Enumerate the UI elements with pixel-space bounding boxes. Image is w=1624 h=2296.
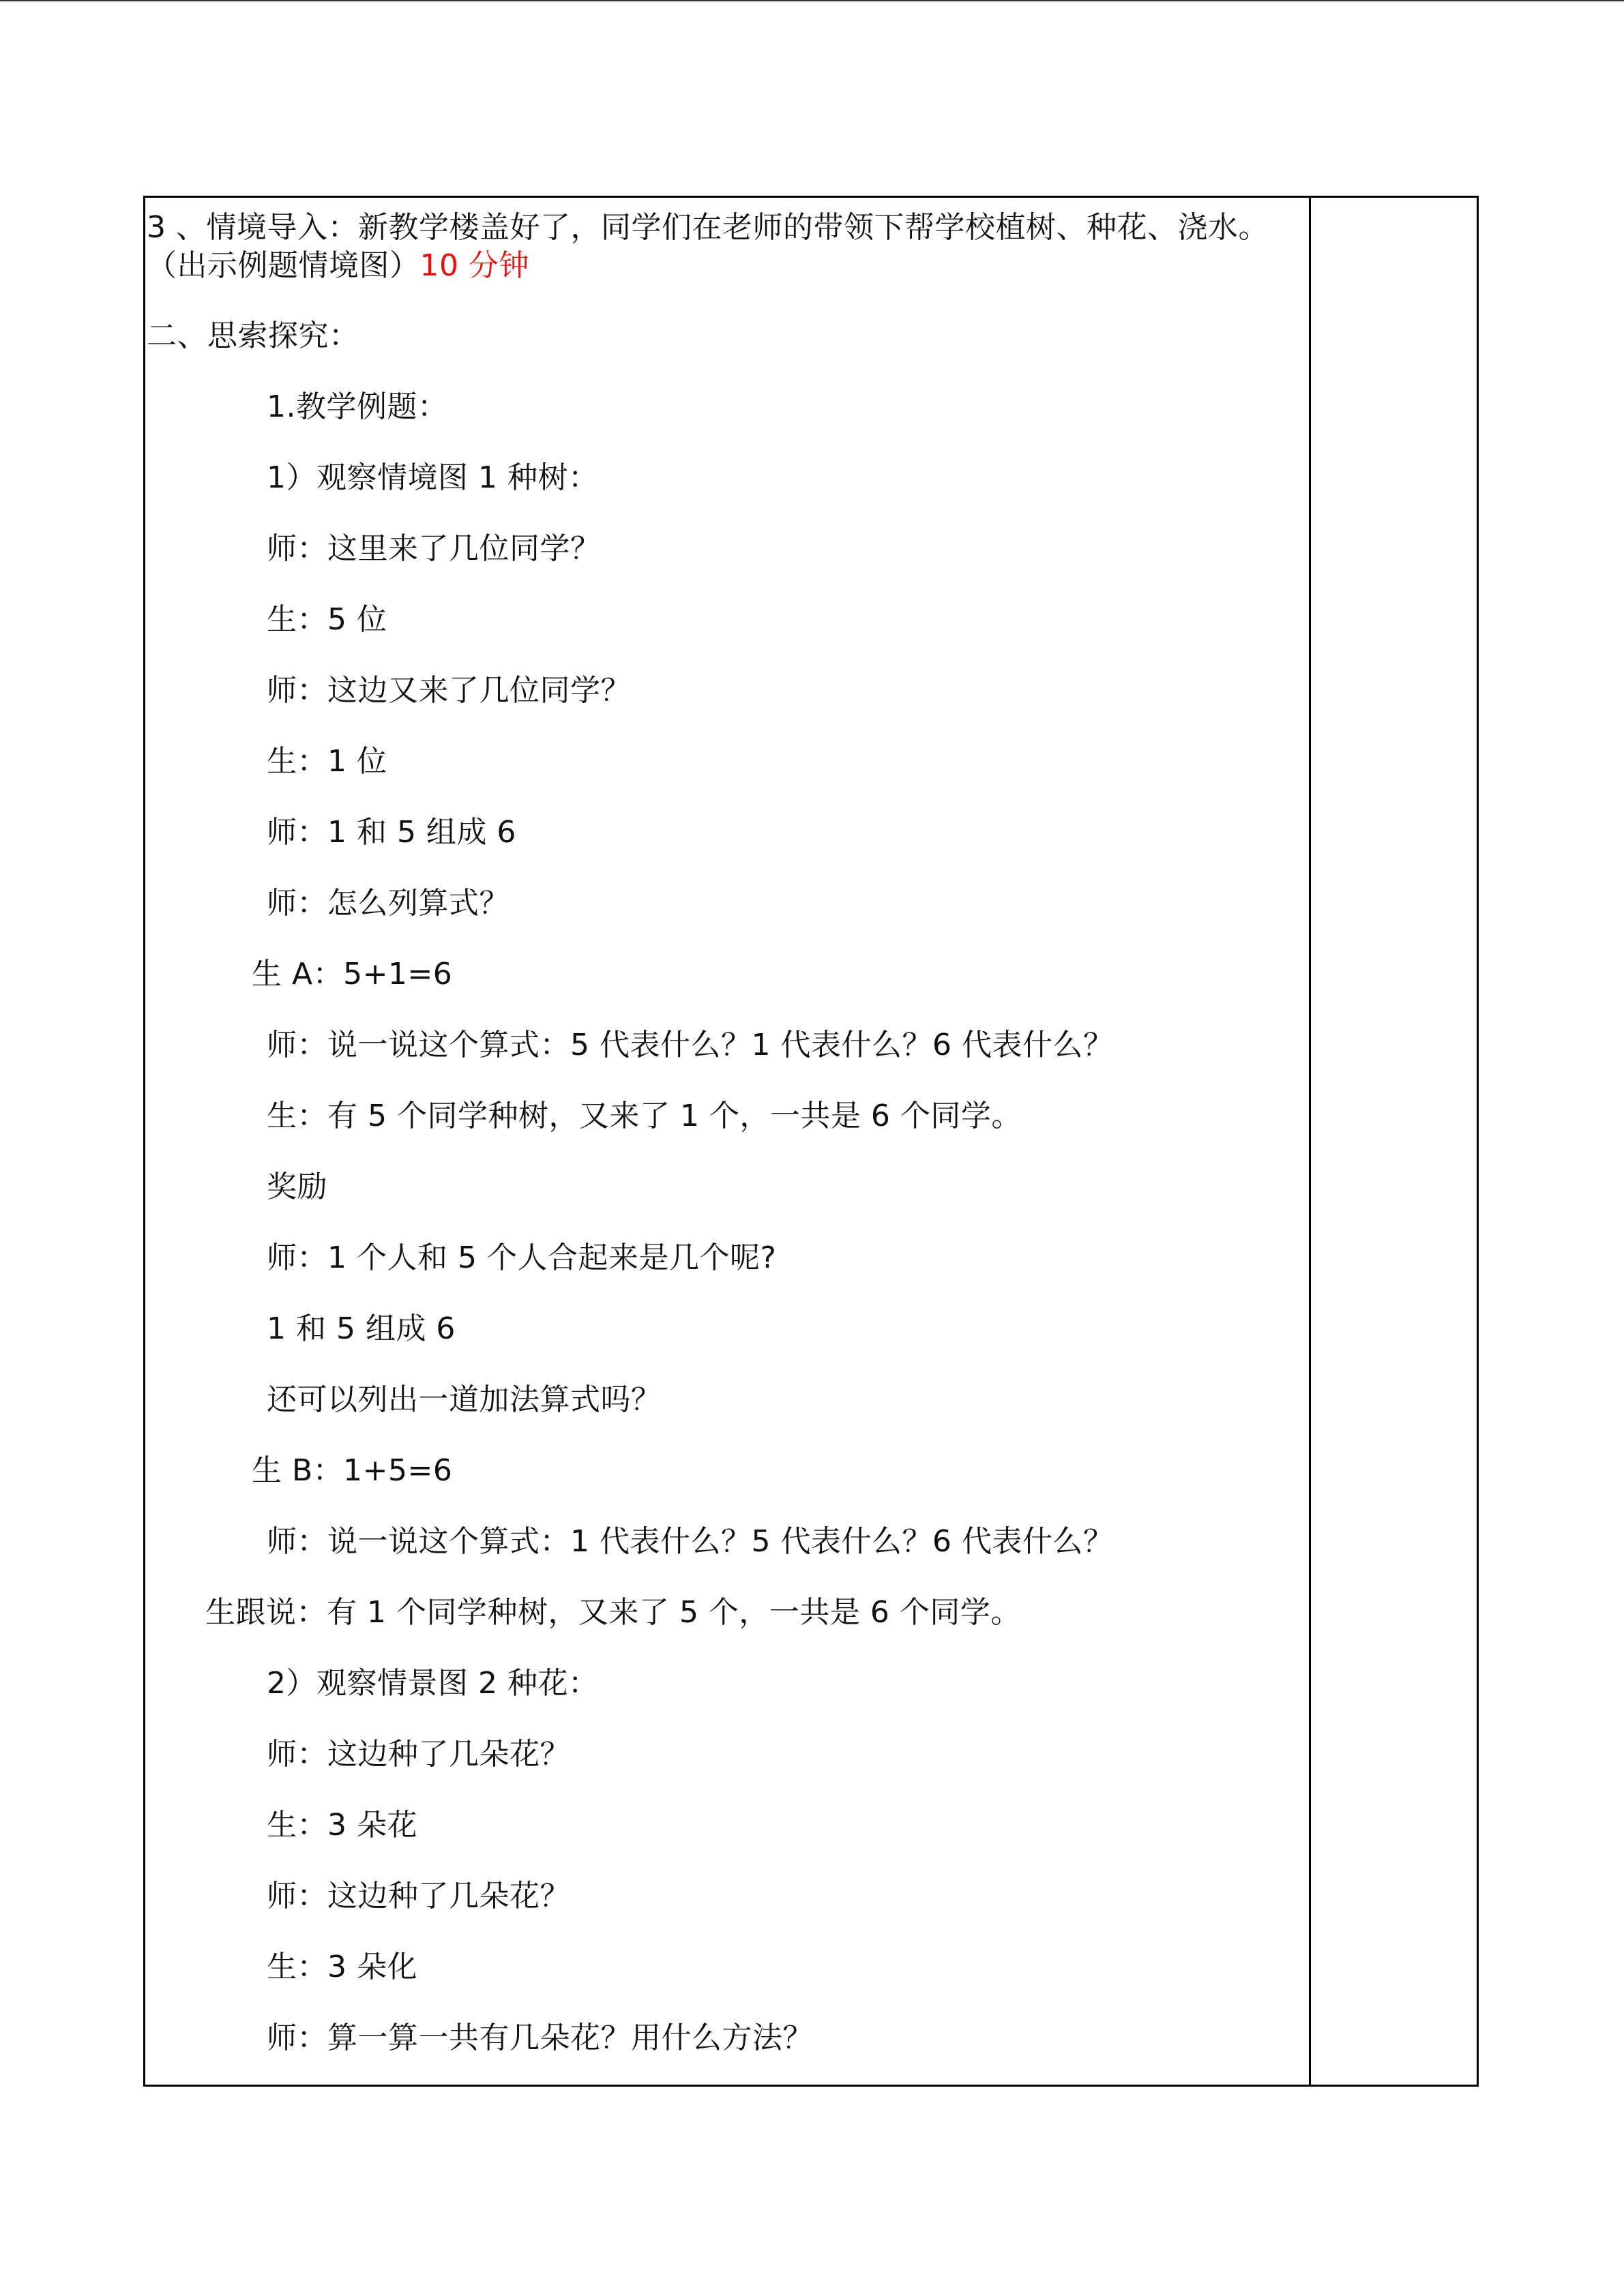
example-heading: 1.教学例题： [267, 389, 448, 424]
dialogue-line: 师：说一说这个算式：5 代表什么？1 代表什么？6 代表什么？ [267, 1028, 1114, 1062]
dialogue-line: 生：3 朵化 [267, 1950, 417, 1984]
dialogue-line: 师：算一算一共有几朵花？用什么方法？ [267, 2021, 813, 2055]
dialogue-line: 生跟说：有 1 个同学种树，又来了 5 个，一共是 6 个同学。 [205, 1595, 1021, 1630]
dialogue-line: 师：这边种了几朵花？ [267, 1737, 570, 1772]
dialogue-line: 生 A：5+1=6 [252, 957, 453, 992]
observe-flowers-heading: 2）观察情景图 2 种花： [267, 1666, 599, 1701]
dialogue-line: 师：这边又来了几位同学？ [267, 673, 631, 708]
dialogue-line: 生：1 位 [267, 744, 387, 779]
observe-trees-heading: 1）观察情境图 1 种树： [267, 460, 599, 495]
lesson-plan-table [143, 196, 1479, 2087]
dialogue-line: 生：3 朵花 [267, 1808, 417, 1843]
time-allotment: 10 分钟 [419, 248, 529, 283]
dialogue-line: 师：说一说这个算式：1 代表什么？5 代表什么？6 代表什么？ [267, 1524, 1114, 1559]
dialogue-line: 生：有 5 个同学种树，又来了 1 个，一共是 6 个同学。 [267, 1099, 1022, 1133]
dialogue-line: 师：这里来了几位同学？ [267, 531, 601, 566]
intro-line-2 [147, 247, 529, 285]
notes-cell [1311, 198, 1477, 2085]
dialogue-line: 师：这边种了几朵花？ [267, 1879, 570, 1913]
dialogue-line: 奖励 [267, 1169, 327, 1204]
dialogue-line: 1 和 5 组成 6 [267, 1311, 456, 1346]
dialogue-line: 师：怎么列算式？ [267, 886, 510, 921]
lesson-content-cell [145, 198, 1309, 2085]
dialogue-line: 师：1 个人和 5 个人合起来是几个呢? [267, 1240, 777, 1275]
intro-caption: （出示例题情境图） [147, 248, 420, 283]
dialogue-line: 师：1 和 5 组成 6 [267, 815, 516, 850]
dialogue-line: 生 B：1+5=6 [252, 1453, 453, 1488]
dialogue-line: 还可以列出一道加法算式吗？ [267, 1382, 662, 1417]
dialogue-line: 生：5 位 [267, 602, 387, 637]
intro-line-1: 3 、情境导入：新教学楼盖好了，同学们在老师的带领下帮学校植树、种花、浇水。 [147, 210, 1269, 245]
section-heading-explore: 二、思索探究： [147, 318, 359, 353]
page-top-border [0, 0, 1624, 1]
